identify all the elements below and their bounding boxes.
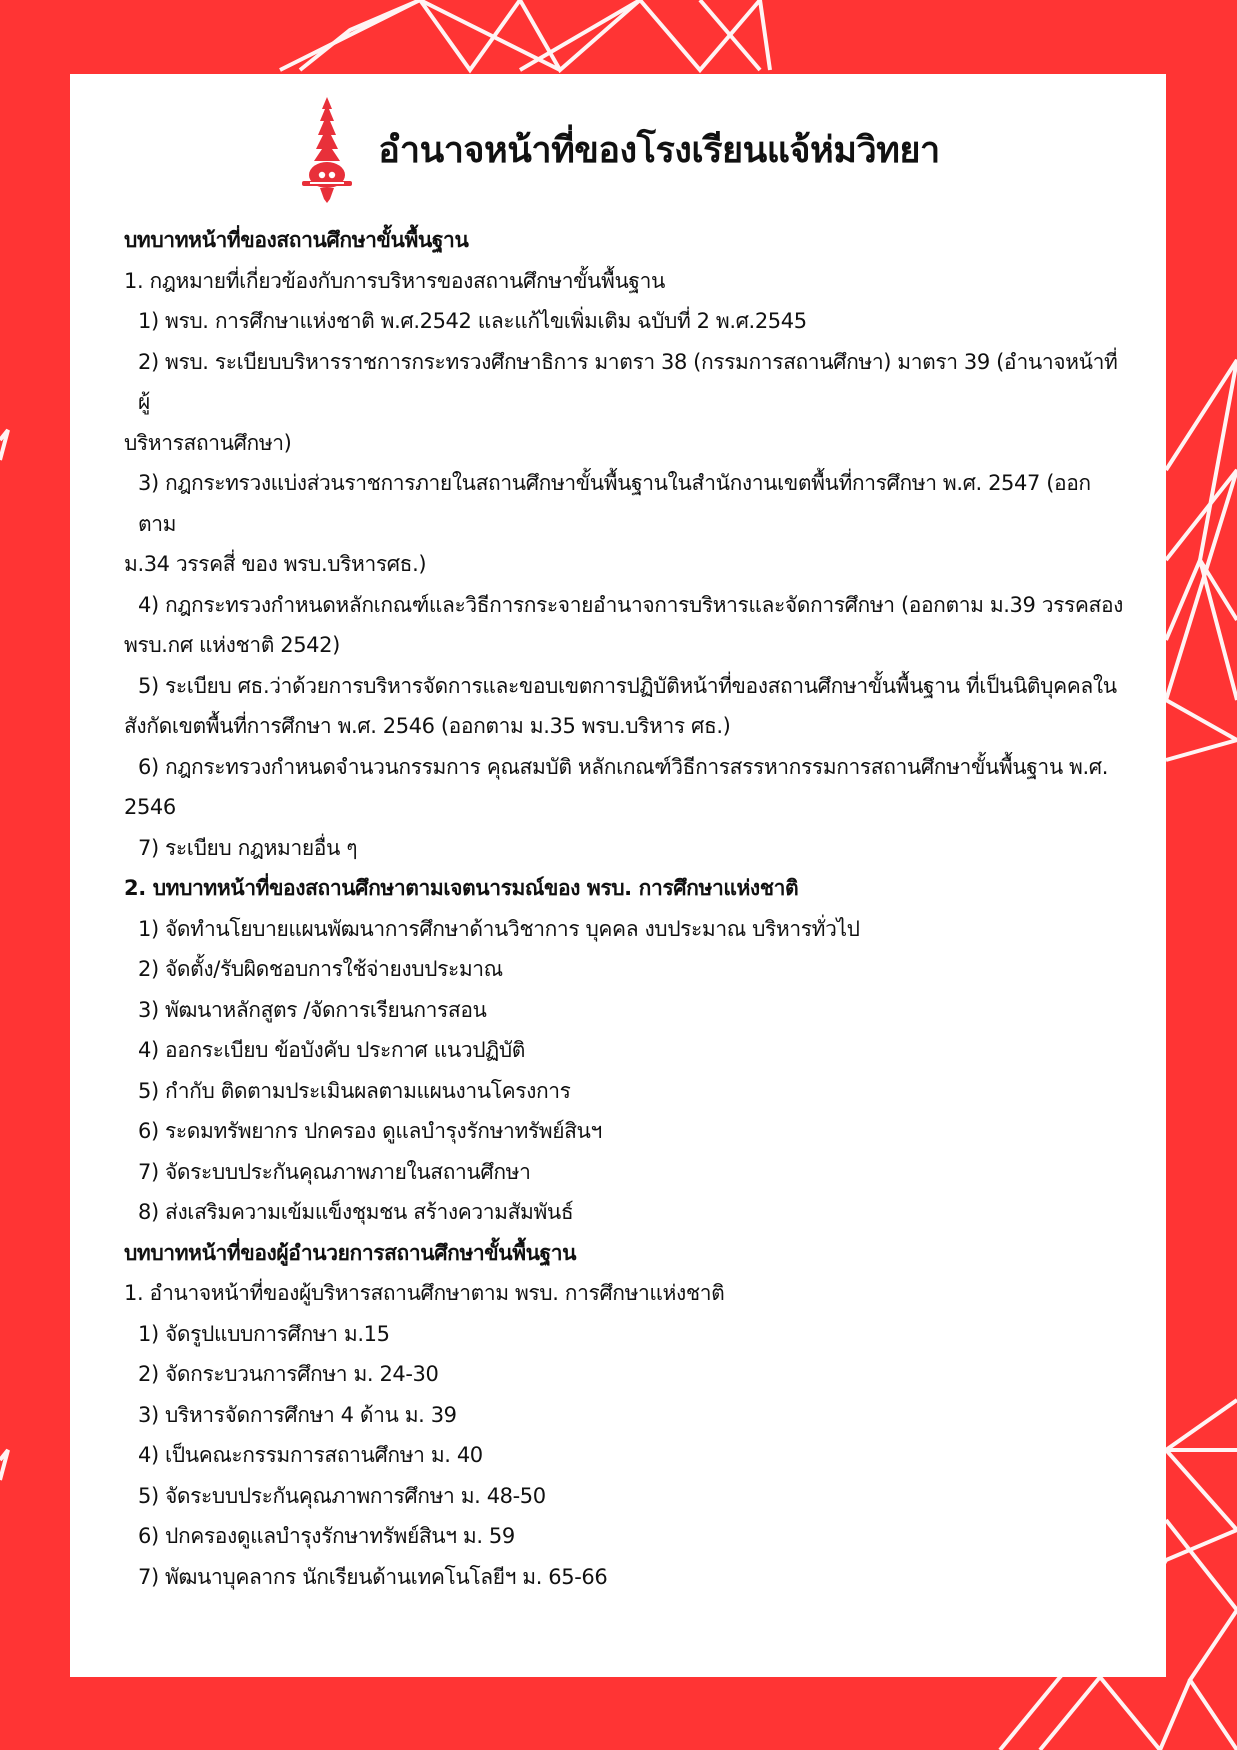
list-item-continuation: 2546 [124,795,176,819]
page-title: อำนาจหน้าที่ของโรงเรียนแจ้ห่มวิทยา [378,129,940,171]
page-header [70,94,1166,204]
content-panel [70,74,1166,1677]
list-item: 3) บริหารจัดการศึกษา 4 ด้าน ม. 39 [138,1402,457,1427]
list-item: 6) กฎกระทรวงกำหนดจำนวนกรรมการ คุณสมบัติ หลักเกณฑ์วิธีการสรรหากรรมการสถานศึกษาขั้นพื้นฐาน พ.ศ. [138,754,1108,779]
list-item: 2) จัดตั้ง/รับผิดชอบการใช้จ่ายงบประมาณ [138,957,503,981]
list-item: 7) พัฒนาบุคลากร นักเรียนด้านเทคโนโลยีฯ ม. 65-66 [138,1564,608,1589]
list-item: 2) พรบ. ระเบียบบริหารราชการกระทรวงศึกษาธิการ มาตรา 38 (กรรมการสถานศึกษา) มาตรา 39 (อำนาจหน้าที่ผู้ [138,349,1118,414]
list-item: 4) ออกระเบียบ ข้อบังคับ ประกาศ แนวปฏิบัติ [138,1038,526,1062]
list-item: 5) ระเบียบ ศธ.ว่าด้วยการบริหารจัดการและขอบเขตการปฏิบัติหน้าที่ของสถานศึกษาขั้นพื้นฐาน ที่เป็นนิติบุคคลใน [138,673,1117,698]
list-item: 1) พรบ. การศึกษาแห่งชาติ พ.ศ.2542 และแก้ไขเพิ่มเติม ฉบับที่ 2 พ.ศ.2545 [138,309,807,333]
list-item: 5) กำกับ ติดตามประเมินผลตามแผนงานโครงการ [138,1078,571,1103]
list-item: 8) ส่งเสริมความเข้มแข็งชุมชน สร้างความสัมพันธ์ [138,1200,574,1224]
list-item: 7) จัดระบบประกันคุณภาพภายในสถานศึกษา [138,1159,531,1184]
list-item: 7) ระเบียบ กฎหมายอื่น ๆ [138,835,358,860]
list-item: 4) กฎกระทรวงกำหนดหลักเกณฑ์และวิธีการกระจายอำนาจการบริหารและจัดการศึกษา (ออกตาม ม.39 วรรคสอง [138,592,1124,617]
section-subheading: 1. กฎหมายที่เกี่ยวข้องกับการบริหารของสถานศึกษาขั้นพื้นฐาน [124,268,665,293]
list-item: 1) จัดรูปแบบการศึกษา ม.15 [138,1321,390,1346]
list-item: 3) กฎกระทรวงแบ่งส่วนราชการภายในสถานศึกษาขั้นพื้นฐานในสำนักงานเขตพื้นที่การศึกษา พ.ศ. 2547 (ออกตาม [138,471,1091,536]
section-heading: บทบาทหน้าที่ของสถานศึกษาขั้นพื้นฐาน [124,228,469,252]
list-item: 2) จัดกระบวนการศึกษา ม. 24-30 [138,1362,439,1386]
list-item: 1) จัดทำนโยบายแผนพัฒนาการศึกษาด้านวิชาการ บุคคล งบประมาณ บริหารทั่วไป [138,916,860,941]
school-emblem-icon [296,95,358,203]
list-item: 6) ปกครองดูแลบำรุงรักษาทรัพย์สินฯ ม. 59 [138,1524,515,1548]
list-item: 4) เป็นคณะกรรมการสถานศึกษา ม. 40 [138,1443,483,1467]
list-item-continuation: สังกัดเขตพื้นที่การศึกษา พ.ศ. 2546 (ออกตาม ม.35 พรบ.บริหาร ศธ.) [124,714,731,738]
section-heading: บทบาทหน้าที่ของผู้อำนวยการสถานศึกษาขั้นพื้นฐาน [124,1240,577,1265]
list-item-continuation: ม.34 วรรคสี่ ของ พรบ.บริหารศธ.) [124,552,427,576]
list-item: 6) ระดมทรัพยากร ปกครอง ดูแลบำรุงรักษาทรัพย์สินฯ [138,1119,602,1143]
list-item-continuation: บริหารสถานศึกษา) [124,430,292,455]
list-item: 5) จัดระบบประกันคุณภาพการศึกษา ม. 48-50 [138,1483,546,1508]
document-body [124,220,1124,1597]
list-item-continuation: พรบ.กศ แห่งชาติ 2542) [124,633,340,657]
section-heading: 2. บทบาทหน้าที่ของสถานศึกษาตามเจตนารมณ์ของ พรบ. การศึกษาแห่งชาติ [124,876,799,900]
section-subheading: 1. อำนาจหน้าที่ของผู้บริหารสถานศึกษาตาม พรบ. การศึกษาแห่งชาติ [124,1281,725,1305]
list-item: 3) พัฒนาหลักสูตร /จัดการเรียนการสอน [138,997,487,1022]
